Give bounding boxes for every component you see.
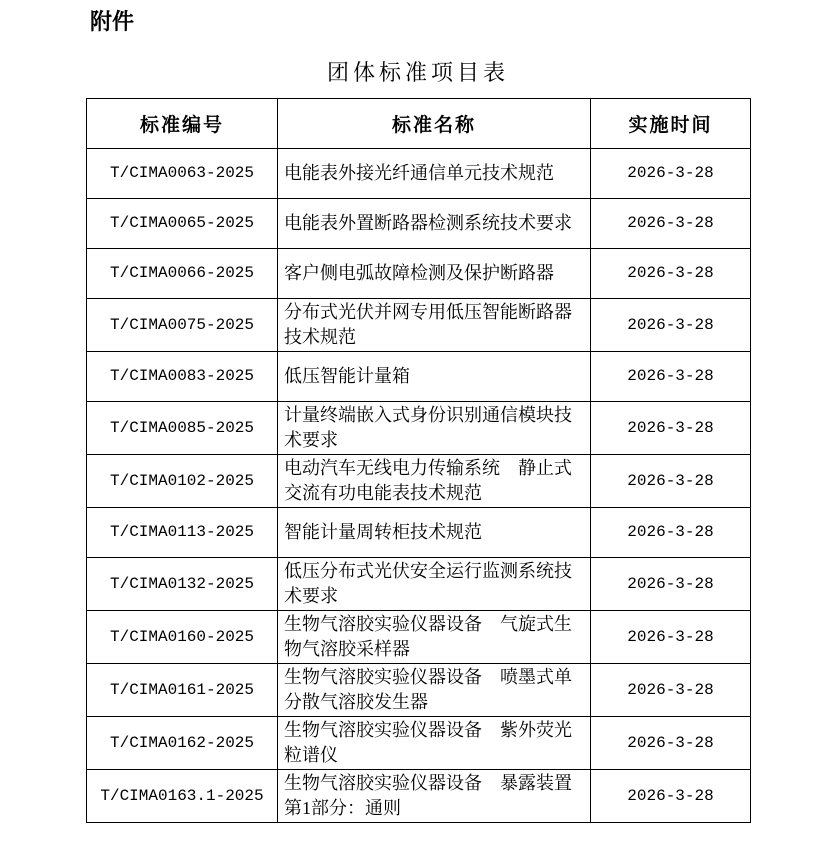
standard-code-cell: T/CIMA0075-2025 [87, 299, 278, 352]
standard-code-cell: T/CIMA0132-2025 [87, 558, 278, 611]
standard-code-cell: T/CIMA0102-2025 [87, 455, 278, 508]
standard-name-cell: 客户侧电弧故障检测及保护断路器 [278, 249, 591, 299]
implementation-date-cell: 2026-3-28 [591, 299, 751, 352]
implementation-date-cell: 2026-3-28 [591, 558, 751, 611]
implementation-date-cell: 2026-3-28 [591, 717, 751, 770]
implementation-date-cell: 2026-3-28 [591, 611, 751, 664]
table-body [87, 149, 751, 823]
standard-code-cell: T/CIMA0083-2025 [87, 352, 278, 402]
table-row [87, 558, 751, 611]
table-row [87, 199, 751, 249]
standard-name-cell: 生物气溶胶实验仪器设备 气旋式生物气溶胶采样器 [278, 611, 591, 664]
implementation-date-cell: 2026-3-28 [591, 199, 751, 249]
standard-code-cell: T/CIMA0160-2025 [87, 611, 278, 664]
table-row [87, 149, 751, 199]
page-title: 团体标准项目表 [326, 60, 509, 85]
standard-name-cell: 生物气溶胶实验仪器设备 喷墨式单分散气溶胶发生器 [278, 664, 591, 717]
table-row [87, 717, 751, 770]
standard-code-cell: T/CIMA0066-2025 [87, 249, 278, 299]
standard-name-cell: 智能计量周转柜技术规范 [278, 508, 591, 558]
table-row [87, 402, 751, 455]
implementation-date-cell: 2026-3-28 [591, 402, 751, 455]
implementation-date-cell: 2026-3-28 [591, 455, 751, 508]
implementation-date-cell: 2026-3-28 [591, 149, 751, 199]
header-standard-name: 标准名称 [278, 99, 591, 149]
header-implementation-date: 实施时间 [591, 99, 751, 149]
table-row [87, 249, 751, 299]
table-row [87, 770, 751, 823]
table-row [87, 455, 751, 508]
table-row [87, 664, 751, 717]
standard-name-cell: 电动汽车无线电力传输系统 静止式交流有功电能表技术规范 [278, 455, 591, 508]
standard-name-cell: 电能表外置断路器检测系统技术要求 [278, 199, 591, 249]
implementation-date-cell: 2026-3-28 [591, 770, 751, 823]
standard-name-cell: 低压智能计量箱 [278, 352, 591, 402]
table-row [87, 299, 751, 352]
standard-name-cell: 生物气溶胶实验仪器设备 紫外荧光粒谱仪 [278, 717, 591, 770]
table-row [87, 611, 751, 664]
header-row [87, 99, 751, 149]
table-row [87, 352, 751, 402]
standard-code-cell: T/CIMA0113-2025 [87, 508, 278, 558]
standard-name-cell: 生物气溶胶实验仪器设备 暴露装置第1部分：通则 [278, 770, 591, 823]
implementation-date-cell: 2026-3-28 [591, 352, 751, 402]
implementation-date-cell: 2026-3-28 [591, 508, 751, 558]
standard-name-cell: 计量终端嵌入式身份识别通信模块技术要求 [278, 402, 591, 455]
standard-code-cell: T/CIMA0161-2025 [87, 664, 278, 717]
standard-code-cell: T/CIMA0085-2025 [87, 402, 278, 455]
standard-code-cell: T/CIMA0063-2025 [87, 149, 278, 199]
standard-name-cell: 分布式光伏并网专用低压智能断路器技术规范 [278, 299, 591, 352]
implementation-date-cell: 2026-3-28 [591, 664, 751, 717]
standard-name-cell: 低压分布式光伏安全运行监测系统技术要求 [278, 558, 591, 611]
header-standard-code: 标准编号 [87, 99, 278, 149]
standard-code-cell: T/CIMA0163.1-2025 [87, 770, 278, 823]
attachment-label: 附件 [90, 9, 135, 34]
table-row [87, 508, 751, 558]
standard-code-cell: T/CIMA0162-2025 [87, 717, 278, 770]
implementation-date-cell: 2026-3-28 [591, 249, 751, 299]
standards-table [86, 98, 751, 823]
standard-name-cell: 电能表外接光纤通信单元技术规范 [278, 149, 591, 199]
table-header [87, 99, 751, 149]
standard-code-cell: T/CIMA0065-2025 [87, 199, 278, 249]
